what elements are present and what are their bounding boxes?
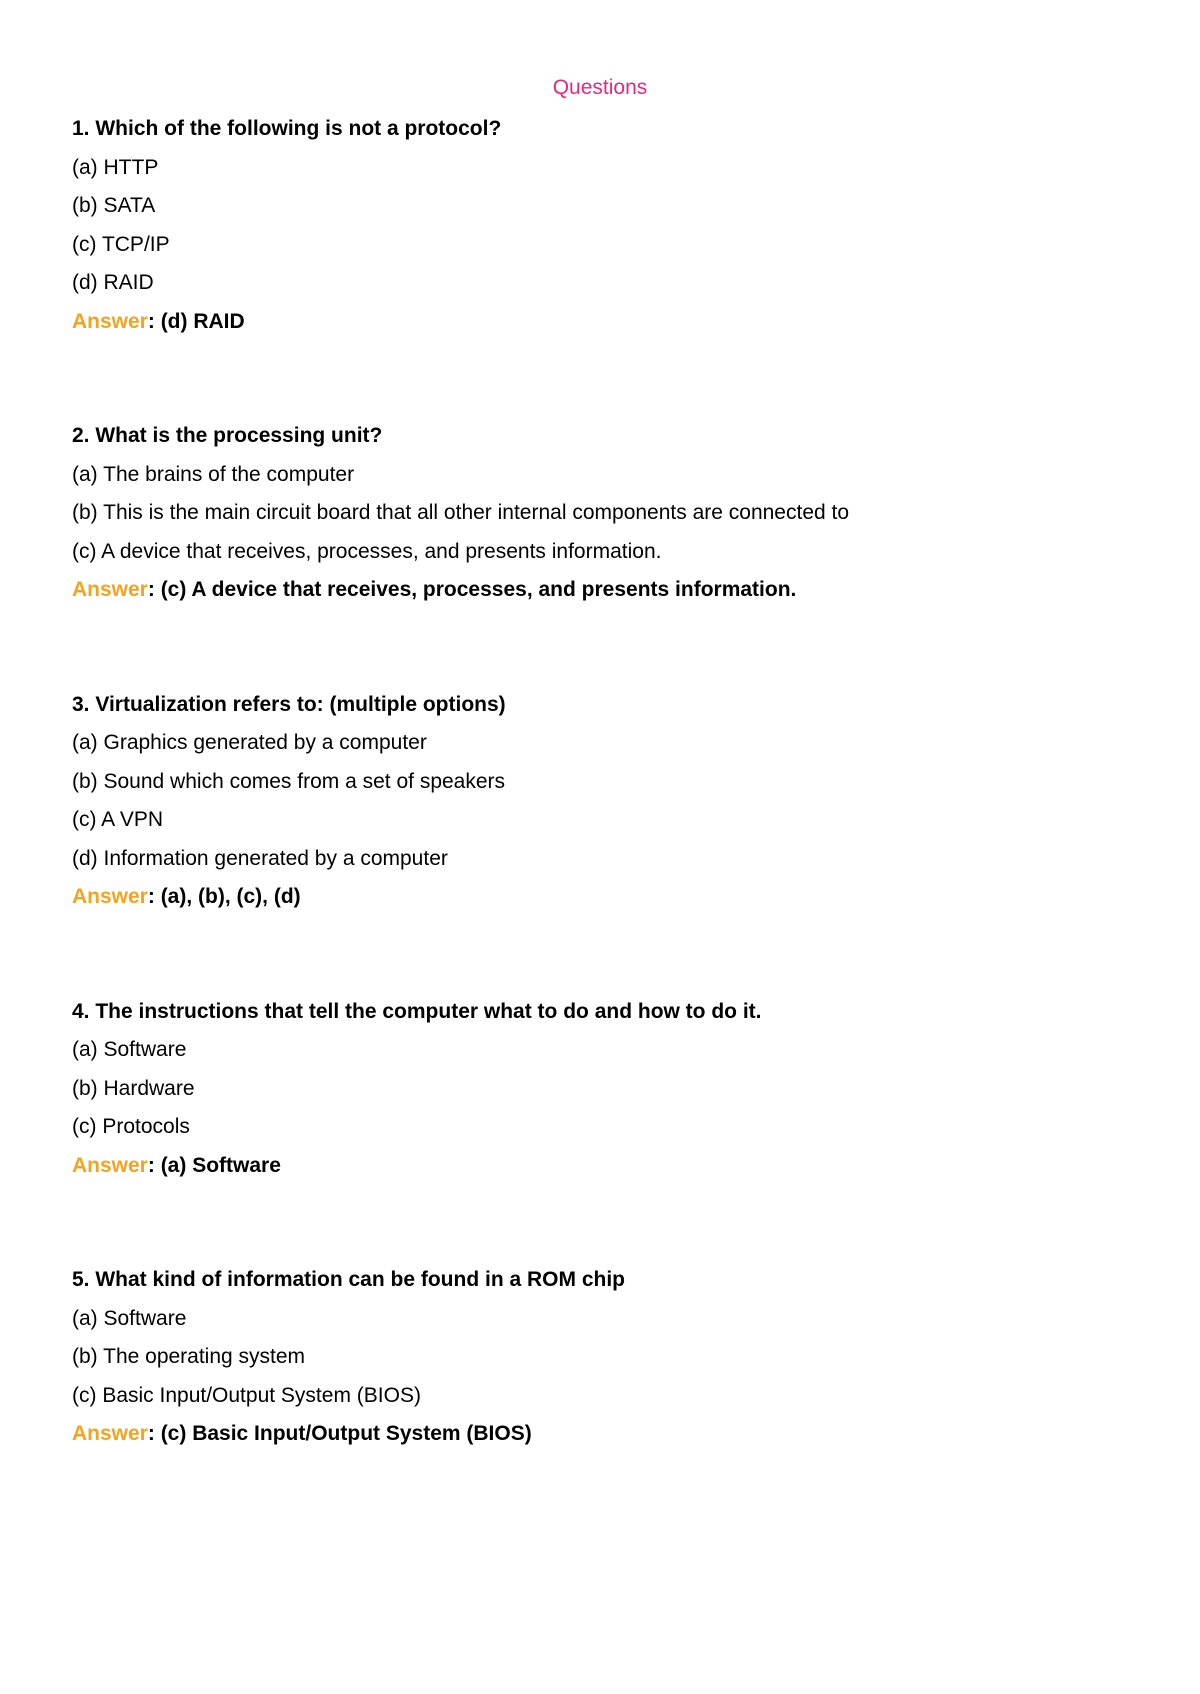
option-item: (b) SATA — [72, 194, 156, 217]
option-item: (c) A VPN — [72, 808, 164, 831]
option-item: (b) The operating system — [72, 1345, 306, 1368]
option-item: (a) Software — [72, 1038, 187, 1061]
answer-colon: : — [147, 1422, 161, 1445]
option-item: (a) Software — [72, 1306, 187, 1330]
answer-label: Answer — [72, 578, 148, 601]
option-item: (b) Hardware — [72, 1076, 195, 1100]
answer-label: Answer — [72, 1422, 148, 1445]
option-item: (b) Sound which comes from a set of speakers — [72, 769, 506, 793]
answer-value: (d) RAID — [160, 309, 245, 333]
question-item — [72, 993, 1132, 1186]
option-item: (a) The brains of the computer — [72, 462, 355, 486]
option-item: (c) A device that receives, processes, and presents information. — [72, 539, 662, 563]
question-text: 1. Which of the following is not a protocol? — [72, 117, 502, 140]
question-item — [72, 1261, 1132, 1454]
answer-value: (a) Software — [160, 1153, 281, 1177]
document-title: Questions — [552, 76, 648, 99]
question-item — [72, 417, 1132, 610]
option-item: (d) Information generated by a computer — [72, 846, 448, 870]
answer-value: (a), (b), (c), (d) — [160, 885, 301, 908]
option-item: (a) HTTP — [72, 155, 159, 179]
answer-colon: : — [147, 578, 161, 601]
question-text: 4. The instructions that tell the computer what to do and how to do it. — [72, 999, 762, 1023]
question-text: 3. Virtualization refers to: (multiple options) — [72, 692, 506, 716]
questions-list — [72, 110, 1132, 1454]
answer-line — [72, 1147, 1132, 1186]
question-text: 2. What is the processing unit? — [72, 424, 383, 447]
option-item: (c) TCP/IP — [72, 232, 170, 256]
answer-colon: : — [147, 309, 161, 333]
answer-value: (c) Basic Input/Output System (BIOS) — [160, 1422, 532, 1445]
option-item: (c) Protocols — [72, 1115, 190, 1138]
answer-line — [72, 878, 1132, 917]
option-item: (d) RAID — [72, 271, 154, 294]
answer-value: (c) A device that receives, processes, and presents information. — [160, 578, 797, 601]
answer-label: Answer — [72, 1153, 148, 1177]
answer-line — [72, 303, 1132, 342]
answer-label: Answer — [72, 309, 148, 333]
answer-colon: : — [147, 1153, 161, 1177]
option-item: (c) Basic Input/Output System (BIOS) — [72, 1383, 421, 1407]
question-item — [72, 110, 1132, 341]
answer-label: Answer — [72, 885, 148, 908]
answer-line — [72, 1415, 1132, 1454]
answer-colon: : — [147, 885, 161, 908]
answer-line — [72, 571, 1132, 610]
question-text: 5. What kind of information can be found in a ROM chip — [72, 1268, 625, 1291]
option-item: (a) Graphics generated by a computer — [72, 731, 427, 754]
question-item — [72, 686, 1132, 917]
option-item: (b) This is the main circuit board that all other internal components are connected to — [72, 501, 850, 524]
